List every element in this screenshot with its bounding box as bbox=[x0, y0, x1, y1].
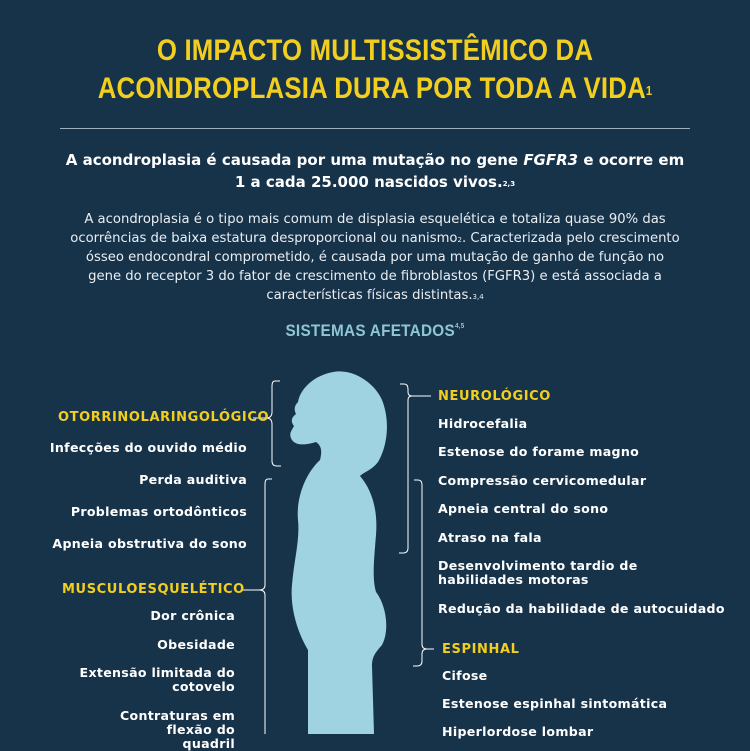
list-item: Redução da habilidade de autocuidado bbox=[438, 601, 725, 616]
list-item: Estenose do forame magno bbox=[438, 444, 640, 459]
gene-name: FGFR3 bbox=[523, 151, 579, 169]
category-neurologico: NEUROLÓGICO bbox=[438, 389, 551, 404]
list-item: Apneia obstrutiva do sono bbox=[52, 536, 247, 551]
list-item: Atraso na fala bbox=[438, 530, 542, 545]
category-musculoesqueletico: MUSCULOESQUELÉTICO bbox=[62, 582, 245, 597]
category-otorrinolaringologico: OTORRINOLARINGOLÓGICO bbox=[58, 410, 270, 425]
list-item: Perda auditiva bbox=[139, 472, 247, 487]
bracket-neuro bbox=[399, 384, 412, 553]
systems-heading: SISTEMAS AFETADOS$^{4,5}$ bbox=[285, 321, 465, 340]
title-line-1: O IMPACTO MULTISSISTÊMICO DA bbox=[156, 34, 594, 67]
list-item: Contraturas em flexão do quadril bbox=[119, 708, 235, 751]
list-item: Hiperlordose lombar bbox=[442, 724, 594, 739]
list-item: Extensão limitada do cotovelo bbox=[79, 665, 235, 694]
list-item: Desenvolvimento tardio de habilidades motoras bbox=[438, 558, 638, 587]
list-item: Problemas ortodônticos bbox=[70, 504, 247, 519]
list-item: Dor crônica bbox=[150, 608, 235, 623]
list-item: Obesidade bbox=[157, 637, 235, 652]
list-item: Apneia central do sono bbox=[438, 501, 609, 516]
list-item: Hidrocefalia bbox=[438, 416, 528, 431]
body-paragraph: A acondroplasia é o tipo mais comum de displasia esquelética e totaliza quase 90% das ocorrências de baixa estatura desproporcional ou nanismo$^2$. Caracterizada pelo crescimento ósseo endocondral comprometido, é causada por uma mutação de ganho de função no gene do receptor 3 do fator de crescimento de fibroblastos (FGFR3) e está associada a características físicas distintas.$^{3,4}$ bbox=[70, 212, 680, 303]
category-espinhal: ESPINHAL bbox=[442, 642, 520, 657]
list-item: Estenose espinhal sintomática bbox=[442, 696, 668, 711]
title-line-2: ACONDROPLASIA DURA POR TODA A VIDA$^1$ bbox=[97, 72, 653, 105]
list-item: Cifose bbox=[442, 668, 488, 683]
bracket-musculo bbox=[259, 479, 272, 734]
lead-statement: A acondroplasia é causada por uma mutação no gene FGFR3 e ocorre em 1 a cada 25.000 nascidos vivos.$^{2,3}$ bbox=[65, 151, 685, 191]
list-item: Infecções do ouvido médio bbox=[49, 440, 247, 455]
bracket-espinhal bbox=[413, 480, 427, 666]
human-silhouette bbox=[290, 371, 387, 734]
list-item: Compressão cervicomedular bbox=[438, 473, 647, 488]
